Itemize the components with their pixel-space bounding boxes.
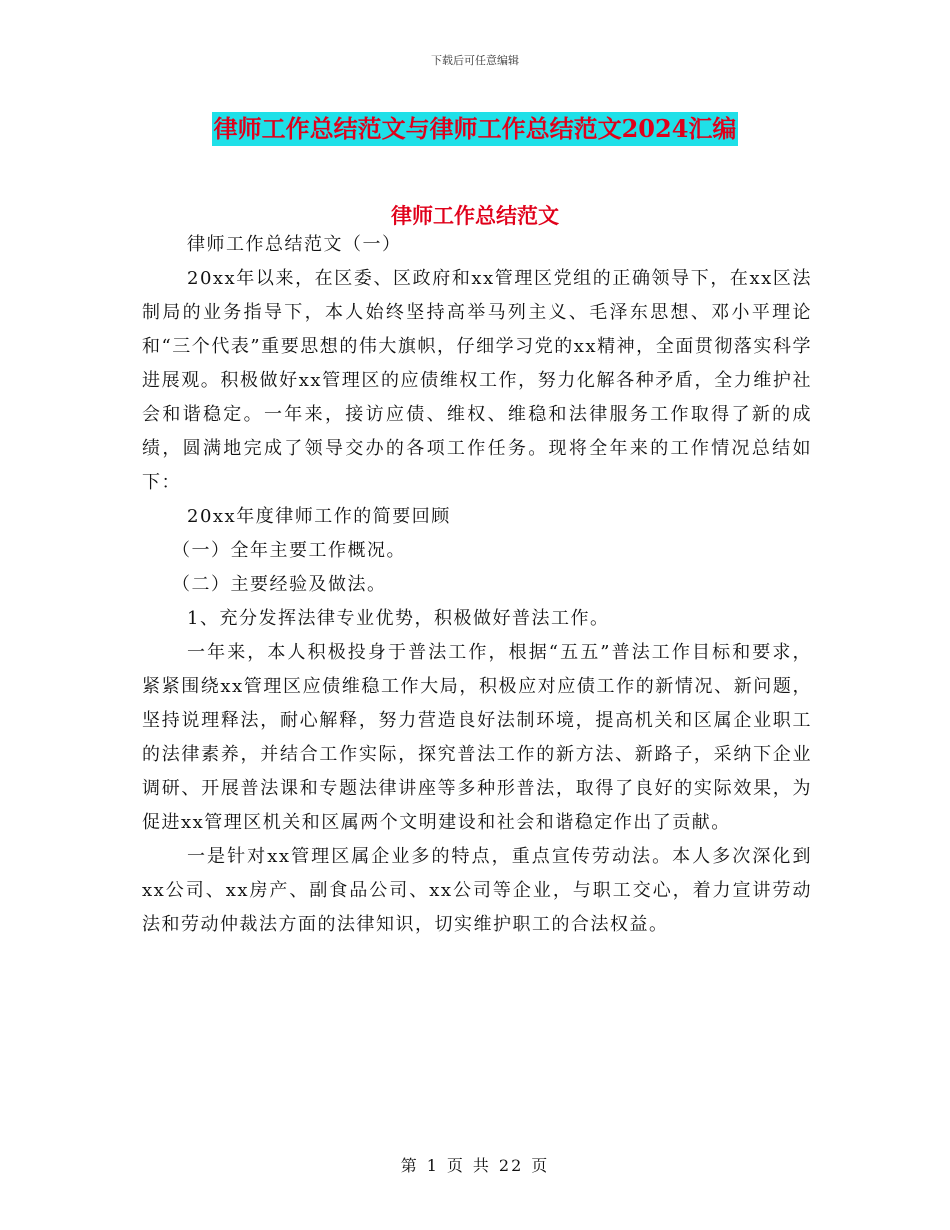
- footer-word: 第: [400, 1156, 419, 1175]
- list-item: （二）主要经验及做法。: [172, 574, 387, 595]
- footer-word: 共: [472, 1156, 491, 1175]
- page-footer: [0, 1153, 950, 1176]
- main-title-wrapper: [0, 112, 950, 146]
- list-item: （一）全年主要工作概况。: [172, 540, 406, 561]
- paragraph-heading: 1、充分发挥法律专业优势，积极做好普法工作。: [187, 608, 610, 629]
- footer-word: 页: [531, 1156, 550, 1175]
- main-title: 律师工作总结范文与律师工作总结范文2024汇编: [212, 112, 739, 146]
- paragraph-heading: 律师工作总结范文（一）: [187, 234, 402, 255]
- paragraph: 一是针对xx管理区属企业多的特点，重点宣传劳动法。本人多次深化到xx公司、xx房产、副食品公司、xx公司等企业，与职工交心，着力宣讲劳动法和劳动仲裁法方面的法律知识，切实维护职工的合法权益。: [142, 846, 812, 935]
- footer-word: 页: [446, 1156, 465, 1175]
- paragraph: 一年来，本人积极投身于普法工作，根据“五五”普法工作目标和要求，紧紧围绕xx管理区应债维稳工作大局，积极应对应债工作的新情况、新问题，坚持说理释法，耐心解释，努力营造良好法制环境，提高机关和区属企业职工的法律素养，并结合工作实际，探究普法工作的新方法、新路子，采纳下企业调研、开展普法课和专题法律讲座等多种形普法，取得了良好的实际效果，为促进xx管理区机关和区属两个文明建设和社会和谐稳定作出了贡献。: [142, 642, 812, 833]
- paragraph: 20xx年以来，在区委、区政府和xx管理区党组的正确领导下，在xx区法制局的业务指导下，本人始终坚持高举马列主义、毛泽东思想、邓小平理论和“三个代表”重要思想的伟大旗帜，仔细学习党的xx精神，全面贯彻落实科学进展观。积极做好xx管理区的应债维权工作，努力化解各种矛盾，全力维护社会和谐稳定。一年来，接访应债、维权、维稳和法律服务工作取得了新的成绩，圆满地完成了领导交办的各项工作任务。现将全年来的工作情况总结如下：: [142, 268, 812, 493]
- paragraph-heading: 20xx年度律师工作的简要回顾: [187, 506, 451, 527]
- header-note: 下载后可任意编辑: [431, 54, 519, 67]
- total-pages: 22: [498, 1156, 524, 1175]
- section-title: 律师工作总结范文: [391, 203, 559, 228]
- page-number: 1: [426, 1156, 439, 1175]
- document-body: [142, 228, 812, 942]
